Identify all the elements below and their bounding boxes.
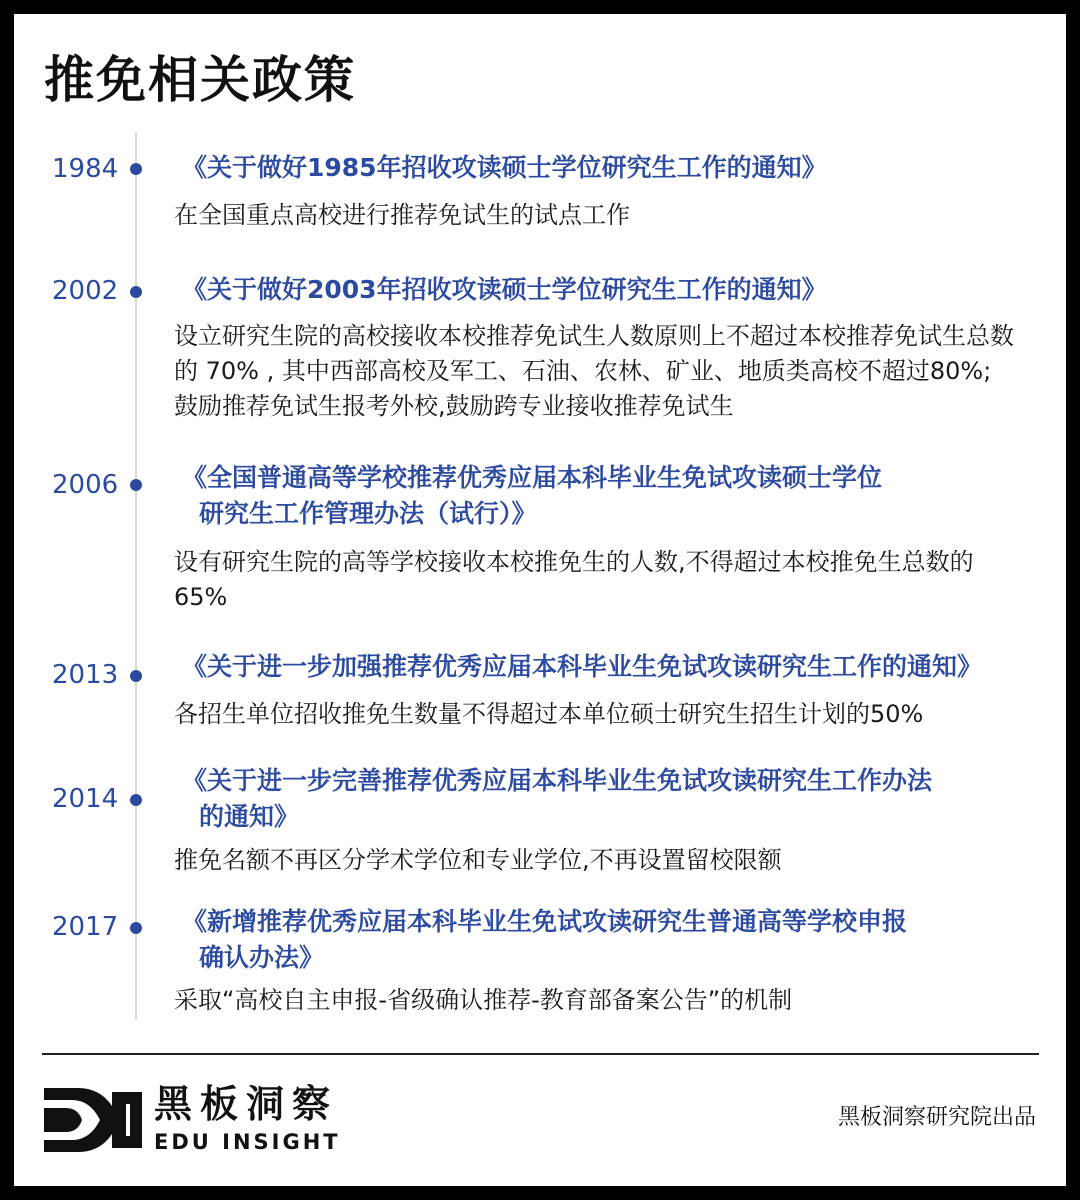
policy-title [182,150,827,186]
timeline-dot [130,286,142,298]
policy-title-line: 《关于做好1985年招收攻读硕士学位研究生工作的通知》 [182,153,827,182]
timeline-dot [130,479,142,491]
timeline-line [135,132,137,1020]
policy-title-line: 《关于做好2003年招收攻读硕士学位研究生工作的通知》 [182,275,827,304]
policy-card [14,14,1066,1186]
policy-title [182,649,982,685]
policy-title-line: 的通知》 [199,802,300,831]
timeline-dot [130,794,142,806]
timeline-dot [130,922,142,934]
entry-year: 2002 [52,276,119,306]
policy-description: 设立研究生院的高校接收本校推荐免试生人数原则上不超过本校推荐免试生总数的 70% , 其中西部高校及军工、石油、农林、矿业、地质类高校不超过80%;鼓励推荐免试生报考外校,鼓励跨专业接收推荐免试生 [174,322,1014,420]
entry-year: 2006 [52,470,119,500]
entry-year: 1984 [52,154,119,184]
entry-year: 2013 [52,660,119,690]
policy-description: 各招生单位招收推免生数量不得超过本单位硕士研究生招生计划的50% [174,700,924,728]
entry-year: 2017 [52,912,119,942]
policy-title [182,904,907,976]
credit-text: 黑板洞察研究院出品 [837,1105,1036,1130]
timeline-dot [130,163,142,175]
policy-description: 采取“高校自主申报-省级确认推荐-教育部备案公告”的机制 [174,986,793,1014]
policy-title-line: 确认办法》 [199,943,325,972]
policy-description: 在全国重点高校进行推荐免试生的试点工作 [174,201,630,229]
policy-title [182,460,882,532]
entry-year: 2014 [52,784,119,814]
brand-name: 黑板洞察 [154,1082,339,1126]
brand-subtitle: EDU INSIGHT [154,1130,341,1154]
page-title: 推免相关政策 [44,51,356,109]
eye-logo-icon [42,1084,146,1156]
policy-title-line: 《全国普通高等学校推荐优秀应届本科毕业生免试攻读硕士学位 [182,463,883,492]
policy-description: 设有研究生院的高等学校接收本校推免生的人数,不得超过本校推免生总数的65% [174,548,974,611]
timeline-dot [130,670,142,682]
policy-title [182,763,932,835]
policy-title-line: 《新增推荐优秀应届本科毕业生免试攻读研究生普通高等学校申报 [182,907,908,936]
policy-title-line: 研究生工作管理办法（试行）》 [199,499,537,528]
footer-divider [42,1053,1039,1055]
policy-description: 推免名额不再区分学术学位和专业学位,不再设置留校限额 [174,846,782,874]
policy-title-line: 《关于进一步加强推荐优秀应届本科毕业生免试攻读研究生工作的通知》 [182,652,983,681]
policy-title [182,272,827,308]
policy-title-line: 《关于进一步完善推荐优秀应届本科毕业生免试攻读研究生工作办法 [182,766,933,795]
